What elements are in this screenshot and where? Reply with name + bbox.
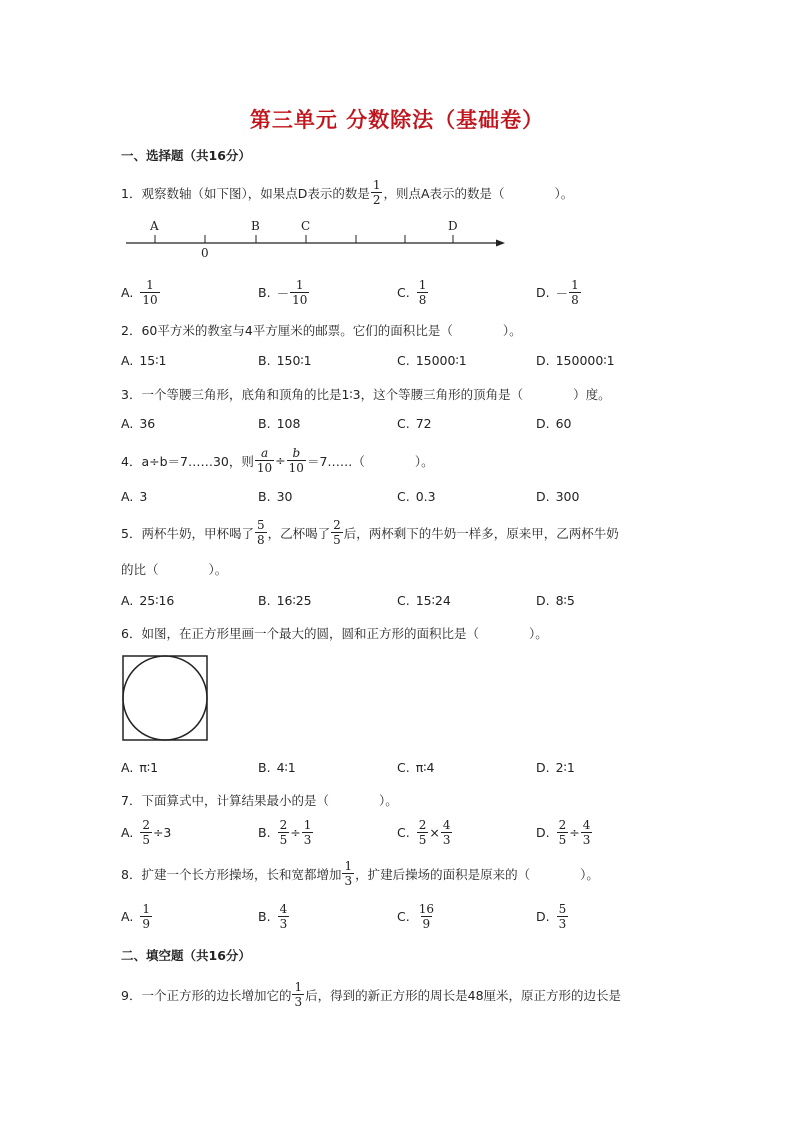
option-b[interactable]: B. 150∶1	[258, 353, 312, 368]
fraction: $\frac{1}{2}$	[372, 178, 381, 207]
point-label-b: B	[251, 219, 260, 233]
option-a[interactable]: A. 15∶1	[121, 353, 167, 368]
option-b[interactable]: B. 108	[258, 416, 301, 431]
point-label-a: A	[150, 219, 159, 233]
question-1-text: 1．观察数轴（如下图），如果点D表示的数是	[121, 185, 370, 201]
fraction: $\frac{4}{3}$	[442, 818, 451, 847]
fraction: $\frac{2}{5}$	[558, 818, 567, 847]
fraction: $\frac{1}{8}$	[571, 278, 579, 307]
fraction: $\frac{1}{10}$	[142, 278, 158, 307]
question-2: 2．60平方米的教室与4平方厘米的邮票。它们的面积比是（ ）。	[121, 323, 522, 338]
fraction: $\frac{1}{10}$	[292, 278, 308, 307]
option-b[interactable]: B. 16∶25	[258, 593, 312, 608]
option-a[interactable]: A. $\frac{1}{9}$	[121, 902, 150, 931]
question-1-text-end: ，则点A表示的数是（ ）。	[383, 185, 574, 201]
option-d[interactable]: D. 150000∶1	[536, 353, 615, 368]
fraction: $\frac{5}{3}$	[558, 902, 567, 931]
option-a[interactable]: A. 25∶16	[121, 593, 175, 608]
fraction: $\frac{2}{5}$	[418, 818, 427, 847]
fraction: $\frac{a}{10}$	[256, 446, 273, 475]
option-b[interactable]: B. － $\frac{1}{10}$	[258, 278, 308, 307]
page-title: 第三单元 分数除法（基础卷）	[249, 107, 545, 132]
option-b[interactable]: B. $\frac{4}{3}$	[258, 902, 288, 931]
option-c[interactable]: C. 15∶24	[397, 593, 451, 608]
option-c[interactable]: C. 15000∶1	[397, 353, 467, 368]
question-6: 6．如图，在正方形里画一个最大的圆，圆和正方形的面积比是（ ）。	[121, 626, 548, 641]
option-c[interactable]: C. $\frac{16}{9}$	[397, 902, 434, 931]
point-label-d: D	[448, 219, 458, 233]
question-1	[121, 178, 573, 207]
fraction: $\frac{1}{8}$	[418, 278, 427, 307]
option-c[interactable]: C. π∶4	[397, 760, 435, 775]
point-label-c: C	[301, 219, 311, 233]
option-b[interactable]: B. $\frac{2}{5}$ ÷ $\frac{1}{3}$	[258, 818, 312, 847]
option-b[interactable]: B. 4∶1	[258, 760, 296, 775]
option-c[interactable]: C. 0.3	[397, 489, 436, 504]
option-c[interactable]: C. 72	[397, 416, 432, 431]
question-5: 5．两杯牛奶，甲杯喝了 $\frac{5}{8}$ ，乙杯喝了 $\frac{2}{5}$ 后，两杯剩下的牛奶一样多，原来甲，乙两杯牛奶	[121, 518, 619, 547]
option-c[interactable]: C. $\frac{1}{8}$	[397, 278, 427, 307]
option-d[interactable]: D. － $\frac{1}{8}$	[536, 278, 579, 307]
section-heading-choice: 一、选择题（共16分）	[121, 148, 251, 163]
question-8: 8．扩建一个长方形操场，长和宽都增加 $\frac{1}{3}$ ，扩建后操场的面积是原来的（ ）。	[121, 859, 599, 888]
fraction: $\frac{4}{3}$	[582, 818, 591, 847]
option-a[interactable]: A. 3	[121, 489, 148, 504]
fraction: $\frac{5}{8}$	[256, 518, 265, 547]
zero-label: 0	[201, 246, 209, 260]
fraction: $\frac{1}{9}$	[142, 902, 150, 931]
fraction: $\frac{2}{5}$	[142, 818, 150, 847]
question-4: 4．a÷b＝7……30，则 $\frac{a}{10}$ ÷ $\frac{b}{10}$ ＝7……（ ）。	[121, 446, 434, 475]
fraction: $\frac{b}{10}$	[288, 446, 304, 475]
option-d[interactable]: D. $\frac{2}{5}$ ÷ $\frac{4}{3}$	[536, 818, 591, 847]
option-c[interactable]: C. $\frac{2}{5}$ × $\frac{4}{3}$	[397, 818, 451, 847]
option-a[interactable]: A. π∶1	[121, 760, 159, 775]
fraction: $\frac{1}{3}$	[294, 980, 303, 1009]
option-d[interactable]: D. 300	[536, 489, 580, 504]
axis-arrow	[496, 240, 505, 247]
fraction: $\frac{1}{3}$	[344, 859, 353, 888]
question-9: 9．一个正方形的边长增加它的 $\frac{1}{3}$ 后，得到的新正方形的周长是48厘米，原正方形的边长是	[121, 980, 622, 1009]
option-b[interactable]: B. 30	[258, 489, 293, 504]
option-a[interactable]: A. $\frac{2}{5}$ ÷3	[121, 818, 172, 847]
option-a[interactable]: A. $\frac{1}{10}$	[121, 278, 158, 307]
section-heading-fill-in: 二、填空题（共16分）	[121, 948, 251, 963]
option-d[interactable]: D. 8∶5	[536, 593, 575, 608]
fraction: $\frac{2}{5}$	[333, 518, 341, 547]
circle-shape	[123, 656, 207, 740]
option-a[interactable]: A. 36	[121, 416, 156, 431]
fraction: $\frac{1}{3}$	[303, 818, 312, 847]
circle-in-square-figure	[121, 654, 211, 744]
option-d[interactable]: D. 60	[536, 416, 572, 431]
fraction: $\frac{4}{3}$	[279, 902, 288, 931]
option-d[interactable]: D. $\frac{5}{3}$	[536, 902, 567, 931]
question-5-line-2: 的比（ ）。	[121, 562, 228, 577]
fraction: $\frac{2}{5}$	[279, 818, 288, 847]
fraction: $\frac{16}{9}$	[418, 902, 434, 931]
question-7: 7．下面算式中，计算结果最小的是（ ）。	[121, 793, 398, 808]
question-3: 3．一个等腰三角形，底角和顶角的比是1∶3，这个等腰三角形的顶角是（ ）度。	[121, 387, 611, 402]
option-d[interactable]: D. 2∶1	[536, 760, 575, 775]
